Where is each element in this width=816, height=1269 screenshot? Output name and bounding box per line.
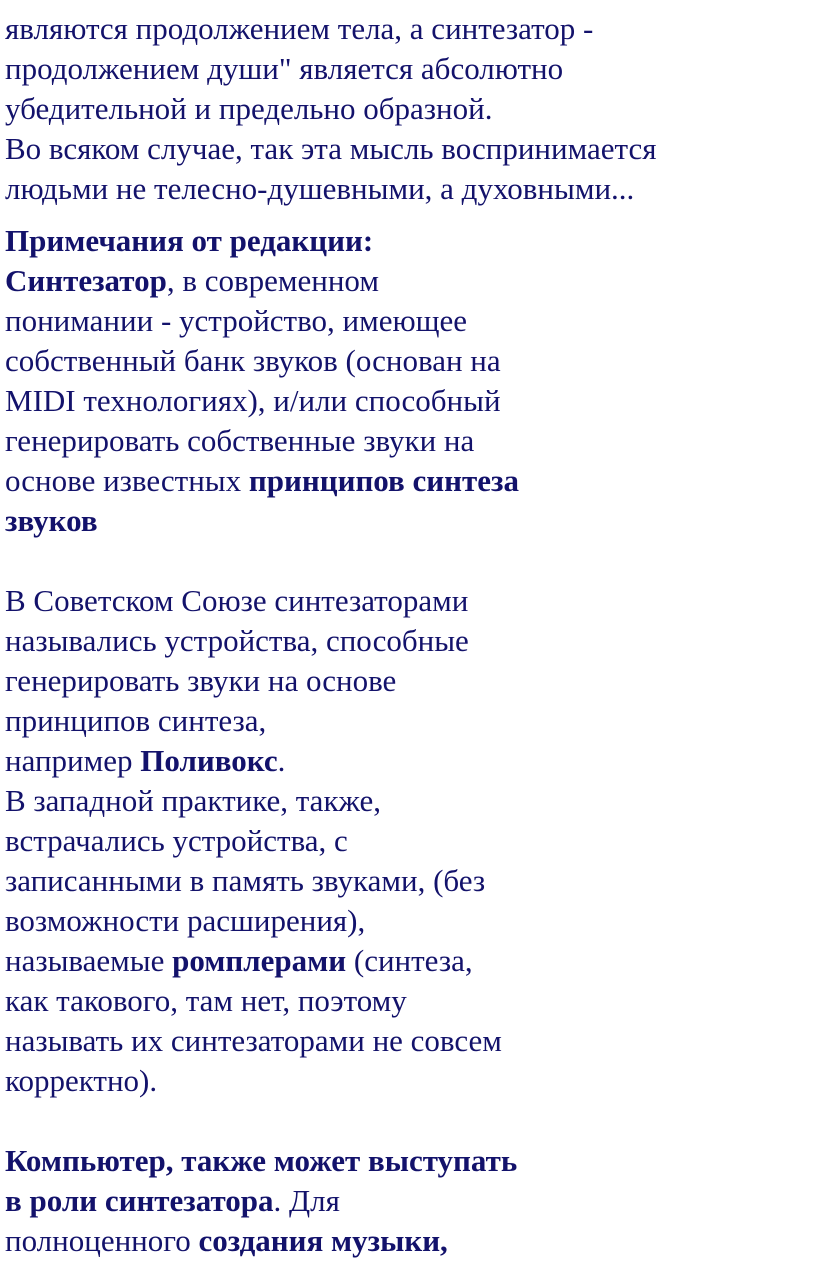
synthesizer-term: Синтезатор [5,263,167,298]
intro-paragraph [5,9,816,209]
text-fragment: . Для [273,1183,340,1218]
spacer [5,541,816,581]
text-line [5,741,816,781]
notes-heading [5,221,816,261]
text-fragment: называемые [5,943,173,978]
text-fragment: например [5,743,141,778]
spacer [5,209,816,221]
text-line: собственный банк звуков (основан на [5,343,501,378]
text-line: возможности расширения), [5,903,366,938]
text-line [5,461,816,501]
text-line: В западной практике, также, [5,783,382,818]
text-line: людьми не телесно-душевными, а духовными... [5,171,635,206]
synthesis-principles-term: принципов синтеза [248,463,519,498]
text-line: понимании - устройство, имеющее [5,303,468,338]
text-line: являются продолжением тела, а синтезатор - [5,11,594,46]
music-creation-term: создания музыки, [198,1223,448,1258]
computer-paragraph [5,1141,816,1261]
spacer [5,1101,816,1141]
text-line [5,1221,816,1261]
text-line [5,1141,816,1181]
notes-heading-text: Примечания от редакции: [5,223,374,258]
text-line: генерировать собственные звуки на [5,423,475,458]
text-line: принципов синтеза, [5,703,267,738]
text-line [5,941,816,981]
text-line: корректно). [5,1063,158,1098]
text-line: как такового, там нет, поэтому [5,983,407,1018]
text-fragment: . [277,743,286,778]
text-line: MIDI технологиях), и/или способный [5,383,501,418]
text-line: называть их синтезаторами не совсем [5,1023,502,1058]
text-line: записанными в память звуками, (без [5,863,486,898]
text-line: продолжением души" является абсолютно [5,51,564,86]
text-line: встрачались устройства, с [5,823,348,858]
computer-term: Компьютер, также может выступать [5,1143,518,1178]
text-line [5,1181,816,1221]
rompler-term: ромплерами [172,943,347,978]
text-line [5,261,816,301]
text-line: генерировать звуки на основе [5,663,397,698]
text-line: назывались устройства, способные [5,623,469,658]
editor-notes-section [5,221,816,541]
text-line [5,501,816,541]
synth-role-term: в роли синтезатора [5,1183,274,1218]
text-fragment: основе известных [5,463,249,498]
text-line: убедительной и предельно образной. [5,91,493,126]
soviet-paragraph [5,581,816,1101]
polivoks-term: Поливокс [140,743,278,778]
text-line: В Советском Союзе синтезаторами [5,583,469,618]
text-fragment: полноценного [5,1223,199,1258]
text-line: Во всяком случае, так эта мысль воспринимается [5,131,657,166]
synthesis-principles-term-cont: звуков [5,503,98,538]
text-fragment: , в современном [166,263,379,298]
text-fragment: (синтеза, [346,943,473,978]
